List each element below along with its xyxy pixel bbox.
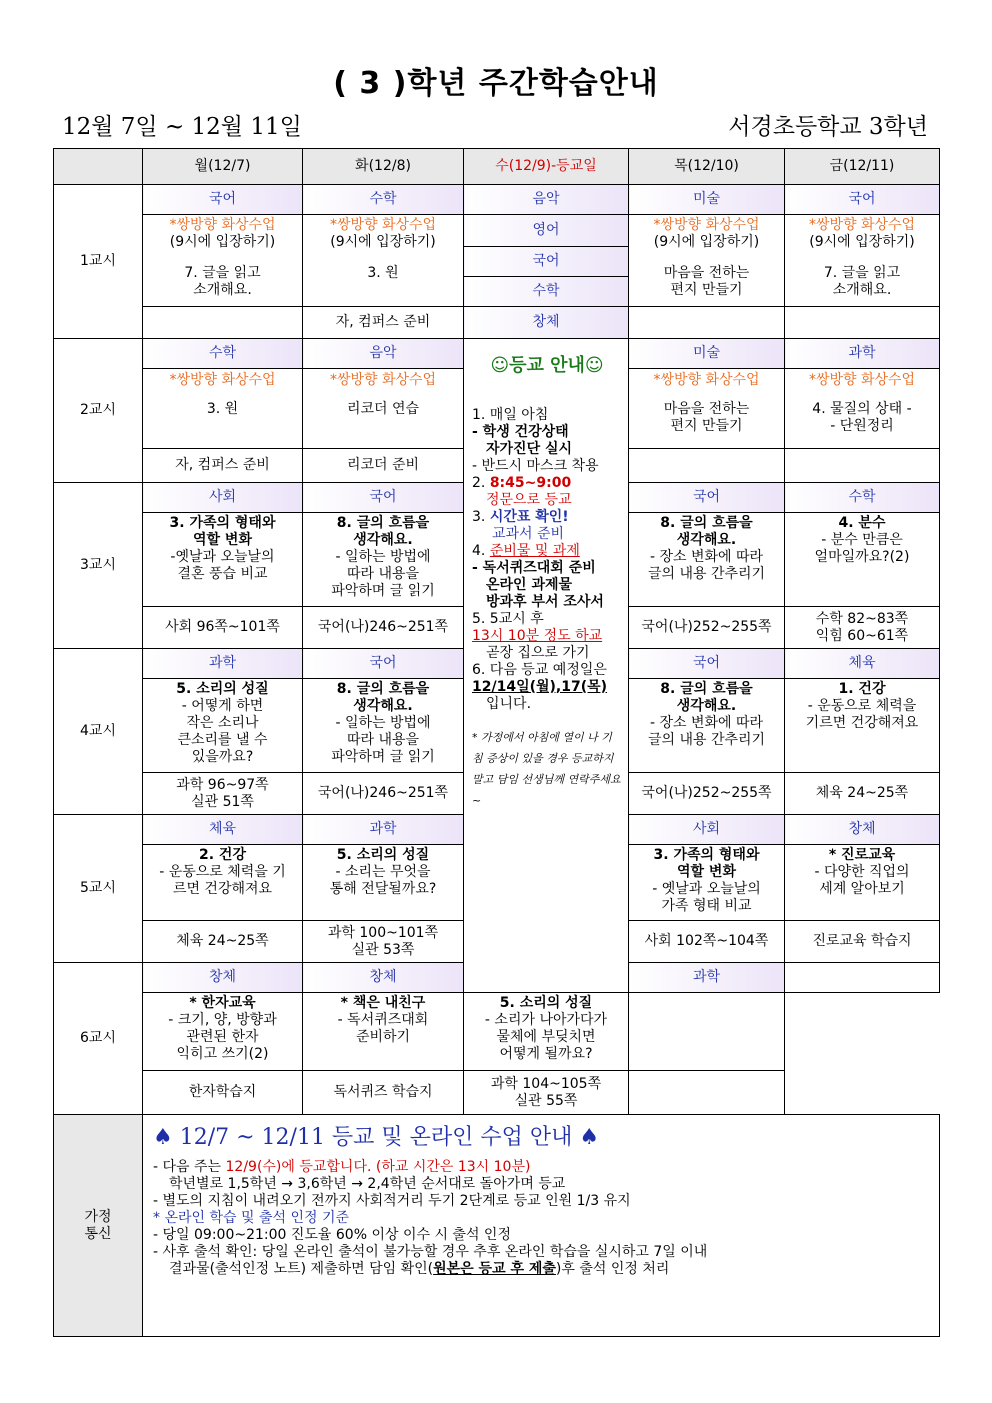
attendance-guide: ☺등교 안내☺ 1. 매일 아침 - 학생 건강상태 자가진단 실시 - 반드시 마스크 착용 2. 8:45~9:00 정문으로 등교 3. 시간표 확인! 교과서 준비 4. 준비물 및 과제 - 독서퀴즈대회 준비 온라인 과제물 방과후 부서 조사서 5. 5교시 후 13시 10분 정도 하교 곧장 집으로 가기 6. 다음 등교 예정일은 12/14일(월),17(목) 입니다. * 가정에서 아침에 열이 나 기침 증상이 있을 경우 등교하지 말고 담임 선생님께 연락주세요~ <box>464 339 629 993</box>
p5-mon-page: 체육 24~25쪽 <box>143 921 303 963</box>
p2-fri-subject: 과학 <box>785 339 940 369</box>
p1-thu-subject: 미술 <box>629 185 785 215</box>
p4-mon-subject: 과학 <box>143 649 303 679</box>
p1-mon-subject: 국어 <box>143 185 303 215</box>
p1-fri-prep <box>785 307 940 339</box>
p1-wed-subject-1: 음악 <box>464 185 629 215</box>
p4-fri-subject: 체육 <box>785 649 940 679</box>
p3-fri-page: 수학 82~83쪽 익힘 60~61쪽 <box>785 607 940 649</box>
period-4-label: 4교시 <box>54 649 143 815</box>
p2-fri-prep <box>785 449 940 483</box>
p6-fri-subject <box>785 963 940 993</box>
p1-wed-subject-3: 국어 <box>464 247 629 277</box>
p4-thu-content: 8. 글의 흐름을 생각해요. - 장소 변화에 따라 글의 내용 간추리기 <box>629 679 785 773</box>
p4-tue-content: 8. 글의 흐름을 생각해요. - 일하는 방법에 따라 내용을 파악하며 글 읽기 <box>303 679 464 773</box>
p3-tue-page: 국어(나)246~251쪽 <box>303 607 464 649</box>
p5-tue-subject: 과학 <box>303 815 464 845</box>
p3-fri-content: 4. 분수 - 분수 만큼은 얼마일까요?(2) <box>785 513 940 607</box>
p6-mon-page: 한자학습지 <box>143 1071 303 1115</box>
p6-mon-subject: 창체 <box>143 963 303 993</box>
day-mon: 월(12/7) <box>143 149 303 185</box>
period-1-label: 1교시 <box>54 185 143 339</box>
p3-thu-subject: 국어 <box>629 483 785 513</box>
p5-mon-content: 2. 건강 - 운동으로 체력을 기 르면 건강해져요 <box>143 845 303 921</box>
p2-mon-prep: 자, 컴퍼스 준비 <box>143 449 303 483</box>
p2-mon-content: *쌍방향 화상수업 3. 원 <box>143 369 303 449</box>
day-tue: 화(12/8) <box>303 149 464 185</box>
p2-fri-content: *쌍방향 화상수업 4. 물질의 상태 - - 단원정리 <box>785 369 940 449</box>
p4-tue-subject: 국어 <box>303 649 464 679</box>
p6-mon-content: * 한자교육 - 크기, 양, 방향과 관련된 한자 익히고 쓰기(2) <box>143 993 303 1071</box>
p5-thu-content: 3. 가족의 형태와 역할 변화 - 옛날과 오늘날의 가족 형태 비교 <box>629 845 785 921</box>
p1-thu-content: *쌍방향 화상수업 (9시에 입장하기) 마음을 전하는 편지 만들기 <box>629 215 785 307</box>
p2-tue-prep: 리코더 준비 <box>303 449 464 483</box>
p3-tue-content: 8. 글의 흐름을 생각해요. - 일하는 방법에 따라 내용을 파악하며 글 읽기 <box>303 513 464 607</box>
p3-thu-page: 국어(나)252~255쪽 <box>629 607 785 649</box>
p4-mon-content: 5. 소리의 성질 - 어떻게 하면 작은 소리나 큰소리를 낼 수 있을까요? <box>143 679 303 773</box>
p5-fri-page: 진로교육 학습지 <box>785 921 940 963</box>
p1-fri-content: *쌍방향 화상수업 (9시에 입장하기) 7. 글을 읽고 소개해요. <box>785 215 940 307</box>
period-3-label: 3교시 <box>54 483 143 649</box>
date-range: 12월 7일 ~ 12월 11일 <box>62 114 302 140</box>
p3-mon-content: 3. 가족의 형태와 역할 변화 -옛날과 오늘날의 결혼 풍습 비교 <box>143 513 303 607</box>
p3-fri-subject: 수학 <box>785 483 940 513</box>
p3-thu-content: 8. 글의 흐름을 생각해요. - 장소 변화에 따라 글의 내용 간추리기 <box>629 513 785 607</box>
home-notice: ♠ 12/7 ~ 12/11 등교 및 온라인 수업 안내 ♠ - 다음 주는 12/9(수)에 등교합니다. (하교 시간은 13시 10분) 학년별로 1,5학년 → 3,6학년 → 2,4학년 순서대로 돌아가며 등교 - 별도의 지침이 내려오기 전까지 사회적거리 두기 2단계로 등교 인원 1/3 유지 * 온라인 학습 및 출석 인정 기준 - 당일 09:00~21:00 진도율 60% 이상 이수 시 출석 인정 - 사후 출석 확인: 당일 온라인 출석이 불가능할 경우 추후 온라인 학습을 실시하고 7일 이내 결과물(출석인정 노트) 제출하면 담임 확인(원본은 등교 후 제출)후 출석 인정 처리 <box>143 1115 940 1337</box>
p6-tue-page: 독서퀴즈 학습지 <box>303 1071 464 1115</box>
period-6-label: 6교시 <box>54 963 143 1115</box>
p2-thu-prep <box>629 449 785 483</box>
p5-tue-page: 과학 100~101쪽 실관 53쪽 <box>303 921 464 963</box>
p4-tue-page: 국어(나)246~251쪽 <box>303 773 464 815</box>
p2-thu-content: *쌍방향 화상수업 마음을 전하는 편지 만들기 <box>629 369 785 449</box>
p4-thu-page: 국어(나)252~255쪽 <box>629 773 785 815</box>
corner-cell <box>54 149 143 185</box>
period-5-label: 5교시 <box>54 815 143 963</box>
p6-tue-subject: 창체 <box>303 963 464 993</box>
p5-thu-subject: 사회 <box>629 815 785 845</box>
p2-tue-subject: 음악 <box>303 339 464 369</box>
school-name: 서경초등학교 3학년 <box>728 114 928 140</box>
p3-tue-subject: 국어 <box>303 483 464 513</box>
p4-thu-subject: 국어 <box>629 649 785 679</box>
page-title: ( 3 )학년 주간학습안내 <box>333 66 659 101</box>
p1-tue-subject: 수학 <box>303 185 464 215</box>
day-wed: 수(12/9)-등교일 <box>464 149 629 185</box>
p1-wed-subject-5: 창체 <box>464 307 629 339</box>
p5-thu-page: 사회 102쪽~104쪽 <box>629 921 785 963</box>
p6-fri-content <box>629 993 785 1071</box>
p4-fri-content: 1. 건강 - 운동으로 체력을 기르면 건강해져요 <box>785 679 940 773</box>
p2-thu-subject: 미술 <box>629 339 785 369</box>
p5-tue-content: 5. 소리의 성질 - 소리는 무엇을 통해 전달될까요? <box>303 845 464 921</box>
p1-tue-content: *쌍방향 화상수업 (9시에 입장하기) 3. 원 <box>303 215 464 307</box>
p1-fri-subject: 국어 <box>785 185 940 215</box>
p1-wed-subject-2: 영어 <box>464 215 629 247</box>
p3-mon-page: 사회 96쪽~101쪽 <box>143 607 303 649</box>
p2-tue-content: *쌍방향 화상수업 리코더 연습 <box>303 369 464 449</box>
p1-mon-content: *쌍방향 화상수업 (9시에 입장하기) 7. 글을 읽고 소개해요. <box>143 215 303 307</box>
p6-thu-page: 과학 104~105쪽 실관 55쪽 <box>464 1071 629 1115</box>
p4-fri-page: 체육 24~25쪽 <box>785 773 940 815</box>
p5-fri-content: * 진로교육 - 다양한 직업의 세계 알아보기 <box>785 845 940 921</box>
p1-thu-prep <box>629 307 785 339</box>
p1-mon-prep <box>143 307 303 339</box>
notice-title: ♠ 12/7 ~ 12/11 등교 및 온라인 수업 안내 ♠ <box>153 1125 600 1150</box>
home-notice-label: 가정 통신 <box>54 1115 143 1337</box>
p2-mon-subject: 수학 <box>143 339 303 369</box>
p6-thu-content: 5. 소리의 성질 - 소리가 나아가다가 물체에 부딪치면 어떻게 될까요? <box>464 993 629 1071</box>
p5-mon-subject: 체육 <box>143 815 303 845</box>
day-fri: 금(12/11) <box>785 149 940 185</box>
period-2-label: 2교시 <box>54 339 143 483</box>
p1-tue-prep: 자, 컴퍼스 준비 <box>303 307 464 339</box>
p6-fri-page <box>629 1071 785 1115</box>
p6-thu-subject: 과학 <box>629 963 785 993</box>
day-thu: 목(12/10) <box>629 149 785 185</box>
guide-title: ☺등교 안내☺ <box>490 355 604 376</box>
p1-wed-subject-4: 수학 <box>464 277 629 307</box>
p6-tue-content: * 책은 내친구 - 독서퀴즈대회 준비하기 <box>303 993 464 1071</box>
p3-mon-subject: 사회 <box>143 483 303 513</box>
weekly-schedule-table <box>53 148 940 1337</box>
p4-mon-page: 과학 96~97쪽 실관 51쪽 <box>143 773 303 815</box>
p5-fri-subject: 창체 <box>785 815 940 845</box>
